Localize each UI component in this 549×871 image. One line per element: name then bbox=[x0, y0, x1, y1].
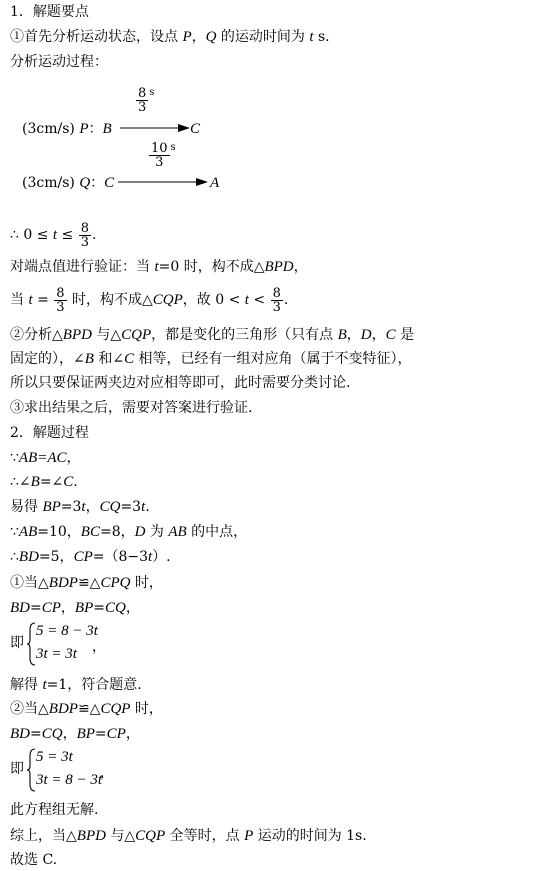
endpoint-q: A bbox=[210, 175, 220, 191]
case-1-conditions: BD=CP，BP=CQ， bbox=[10, 600, 140, 616]
point-3-line: ③求出结果之后，需要对答案进行验证. bbox=[10, 400, 253, 416]
system-suffix: ， bbox=[100, 765, 114, 781]
case-2-heading: ②当△BDP≌△CQP 时， bbox=[10, 701, 163, 717]
point-2-line-2: 固定的），∠B 和∠C 相等，已经有一组对应角（属于不变特征）， bbox=[10, 351, 412, 367]
case-1-heading: ①当△BDP≌△CPQ 时， bbox=[10, 575, 163, 591]
case-2-solution: 此方程组无解. bbox=[10, 802, 99, 818]
equation-1: 5 = 8 − 3t bbox=[36, 623, 98, 639]
point-1-line: ①首先分析运动状态，设点 P，Q 的运动时间为 t s. bbox=[10, 29, 330, 45]
endpoint-p: C bbox=[190, 121, 201, 137]
proof-line-3: 易得 BP=3t，CQ=3t. bbox=[10, 499, 150, 515]
speed-q: (3cm/s) Q：C bbox=[22, 175, 115, 191]
system-prefix: 即 bbox=[10, 635, 24, 651]
time-fraction-p: $\frac{8}{3}$ $^s$ bbox=[138, 86, 155, 115]
equation-2: 3t = 8 − 3t bbox=[36, 772, 103, 788]
system-prefix: 即 bbox=[10, 761, 24, 777]
time-range: ∴ 0 ≤ t ≤ $\frac{8}{3}$ . bbox=[10, 220, 97, 250]
endpoint-check-2: 当 t = $\frac{8}{3}$ 时，构不成△CQP，故 0 < t < $\frac{8}{3}$ . bbox=[10, 285, 289, 315]
final-answer: 故选 C. bbox=[10, 852, 58, 868]
endpoint-check-1: 对端点值进行验证：当 t=0 时，构不成△BPD， bbox=[10, 259, 308, 275]
equation-2: 3t = 3t bbox=[36, 646, 77, 662]
proof-line-4: ∵AB=10，BC=8，D 为 AB 的中点， bbox=[10, 524, 248, 540]
proof-line-1: ∵AB=AC， bbox=[10, 450, 81, 466]
arrow-q bbox=[118, 176, 208, 188]
proof-line-2: ∴∠B=∠C. bbox=[10, 474, 78, 490]
section-heading: 1．解题要点 bbox=[10, 4, 89, 20]
section-heading-2: 2．解题过程 bbox=[10, 425, 89, 441]
time-fraction-q: $\frac{10}{3}$ $^s$ bbox=[151, 141, 176, 170]
case-1-solution: 解得 t=1，符合题意. bbox=[10, 677, 142, 693]
proof-line-5: ∴BD=5，CP=（8−3t）. bbox=[10, 549, 171, 565]
point-2-line-1: ②分析△BPD 与△CQP，都是变化的三角形（只有点 B，D，C 是 bbox=[10, 327, 415, 343]
case-2-conditions: BD=CQ，BP=CP， bbox=[10, 726, 140, 742]
analysis-label: 分析运动过程： bbox=[10, 54, 108, 70]
speed-p: (3cm/s) P：B bbox=[22, 121, 112, 137]
arrow-p bbox=[120, 122, 190, 134]
conclusion: 综上，当△BPD 与△CQP 全等时，点 P 运动的时间为 1s. bbox=[10, 828, 367, 844]
equation-1: 5 = 3t bbox=[36, 749, 73, 765]
system-suffix: ， bbox=[92, 639, 106, 655]
point-2-line-3: 所以只要保证两夹边对应相等即可，此时需要分类讨论. bbox=[10, 375, 351, 391]
